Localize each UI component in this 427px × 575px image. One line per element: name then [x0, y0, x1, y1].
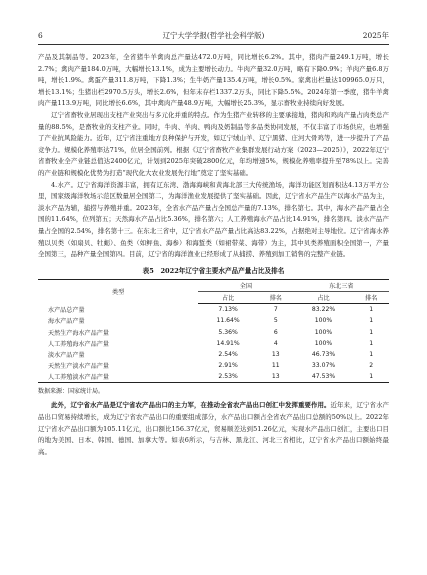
paragraph: 产品及其制品等。2023年，全省猪牛羊禽肉总产量达472.0万吨，同比增长6.2%。其中，猪肉产量249.1万吨，增长2.7%；禽肉产量184.0万吨，大幅增长13.1%，成为主要增长动力。牛肉产量32.0万吨，略有下降0.9%；羊肉产量6.8万吨，增长1.9%。禽蛋产量311.8万吨，下降1.3%；生牛奶产量135.4万吨，增长0.5%。家禽出栏量达109965.0万只，增长13.1%；生猪出栏2970.5万头，增长2.6%，但年末存栏1337.2万头，同比下降5.5%。2024年第一季度，猪牛羊禽肉产量113.9万吨，同比增长6.6%，其中禽肉产量48.9万吨，大幅增长25.3%，显示畜牧业持续向好发展。: [38, 53, 389, 108]
table-row: [38, 371, 389, 383]
table-row: [38, 349, 389, 360]
cell-national-rank: 5: [273, 317, 278, 325]
paragraph: 4.水产。辽宁省海洋资源丰富，拥有辽东湾、渤海海峡和黄海北部三大传统渔场，海洋功能区划面积达4.13万平方公里，国家级海洋牧场示范区数量居全国第二，为海洋渔业发展提供了坚实基础。因此，辽宁省水产品生产以海水产品为主，淡水产品为辅，捕捞与养殖并重。2023年，全省水产品产量占全国总产量的7.13%，排名第七。其中，海水产品产量占全国的11.64%，位列第五；天然海水产品占比5.36%，排名第六；人工养殖海水产品占比14.91%，排名第四。淡水产品产量占全国的2.54%，排名第十三。在东北三省中，辽宁省水产品产量占比高达83.22%，占据绝对主导地位。辽宁省海水养殖以贝类（如扇贝、牡蛎）、鱼类（如鲆鱼、海参）和海蜇类（如裙带菜、海带）为主，其中贝类养殖面积全国第一，产量全国第三，品种产量全国第四。目前，辽宁省的海洋渔业已经形成了从捕捞、养殖到加工销售的完整产业链。: [38, 180, 389, 259]
table-row: [38, 360, 389, 371]
cell-national-share: 2.54%: [218, 350, 238, 358]
cell-national-share: 2.53%: [198, 371, 258, 383]
column-header-national-rank: 排名: [258, 291, 294, 303]
cell-national-share: 7.13%: [218, 306, 238, 314]
cell-northeast-share: 100%: [314, 339, 333, 347]
column-header-northeast-rank: 排名: [353, 291, 389, 303]
cell-northeast-rank: 2: [369, 362, 374, 370]
table-row: [38, 326, 389, 337]
cell-national-share: 5.36%: [218, 328, 238, 336]
paragraph-text: 近年来，辽宁省水产品出口贸易持续增长，成为辽宁省农产品出口的重要组成部分，水产品出口额占全省农产品出口总额的50%以上。2022年辽宁省水产品出口额为105.11亿元，出口额比156.37亿元，贸易顺差达到51.26亿元，实现水产品出口创汇，主要出口目的地为美国、日本、韩国、德国、加拿大等。如表6所示，与吉林、黑龙江、河北三省相比，辽宁省水产品出口额始终最高。: [38, 401, 390, 456]
cell-northeast-rank: 1: [369, 350, 374, 358]
paragraph: 辽宁省畜牧业居现出支柱产业突出与多元化并重的特点。作为生猪产业转移的主要承接地，猪肉和鸡肉产量占肉类总产量的88.5%，是畜牧业的支柱产业。同时，牛肉、羊肉、鸭肉及奶制品等多品类协同发展，不仅丰富了市场供应，也增强了产业抗风险能力。近年，辽宁省注重地方良种保护与开发，如辽宁绒山羊、辽宁黑猪、庄河大骨鸡等，进一步提升了产品竞争力。规模化养殖率达71%，位居全国前列。根据《辽宁省畜牧产业集群发展行动方案（2023—2025）》，2022年辽宁省畜牧业全产业链总值达2400亿元，计划到2025年突破2800亿元，年均增速5%，规模化养殖率提升至78%以上。完善的产业链和规模化优势为打造“现代化大农业发展先行地”奠定了坚实基础。: [38, 110, 389, 177]
cell-type: 天然生产海水产品产量: [48, 329, 109, 337]
cell-national-rank: 11: [271, 362, 280, 370]
cell-northeast-share: 46.73%: [311, 350, 336, 358]
aquatic-products-table: [38, 279, 389, 384]
cell-northeast-share: 83.22%: [311, 306, 336, 314]
column-header-national-share: 占比: [198, 291, 258, 303]
journal-title: 辽宁大学学报(哲学社会科学版): [162, 31, 265, 40]
table-row: [38, 315, 389, 326]
page-number: 6: [38, 31, 43, 40]
cell-northeast-rank: 1: [353, 371, 389, 383]
cell-northeast-rank: 1: [369, 328, 374, 336]
cell-northeast-share: 100%: [314, 328, 333, 336]
cell-type: 淡水产品产量: [48, 351, 85, 359]
table-row: [38, 338, 389, 349]
paragraph: [38, 400, 389, 458]
cell-northeast-share: 47.53%: [294, 371, 354, 383]
cell-northeast-rank: 1: [369, 306, 374, 314]
running-header: [38, 30, 389, 42]
cell-northeast-share: 33.07%: [311, 362, 336, 370]
article-body: [38, 52, 389, 458]
cell-national-rank: 13: [258, 371, 294, 383]
column-header-northeast-share: 占比: [294, 291, 354, 303]
publication-year: 2025年: [362, 31, 389, 40]
cell-national-rank: 13: [271, 350, 280, 358]
cell-northeast-rank: 1: [369, 339, 374, 347]
cell-type: 人工养殖海水产品产量: [48, 340, 109, 348]
cell-northeast-rank: 1: [369, 317, 374, 325]
cell-national-share: 14.91%: [216, 339, 240, 347]
cell-type: 人工养殖淡水产品产量: [38, 371, 198, 383]
table-source-note: 数据来源：国家统计局。: [38, 388, 105, 396]
paragraph-lead: 此外，辽宁省水产品是辽宁省农产品出口的主力军，在推动全省农产品出口创汇中发挥重要作用。: [51, 401, 331, 410]
table-caption: 表5 2022年辽宁省主要水产品产量占比及排名: [142, 266, 285, 275]
cell-national-rank: 7: [273, 306, 278, 314]
header-rule: [38, 44, 389, 45]
column-group-northeast: 东北三省: [294, 279, 389, 291]
cell-national-share: 11.64%: [216, 317, 240, 325]
cell-northeast-share: 100%: [314, 317, 333, 325]
column-header-type: 类型: [38, 279, 198, 303]
cell-national-rank: 6: [273, 328, 278, 336]
cell-national-share: 2.91%: [218, 362, 238, 370]
cell-type: 水产品总产量: [48, 306, 85, 314]
cell-national-rank: 4: [273, 339, 278, 347]
column-group-national: 全国: [198, 279, 293, 291]
cell-type: 海水产品产量: [48, 318, 85, 326]
cell-type: 天然生产淡水产品产量: [48, 363, 109, 371]
table-row: [38, 304, 389, 316]
